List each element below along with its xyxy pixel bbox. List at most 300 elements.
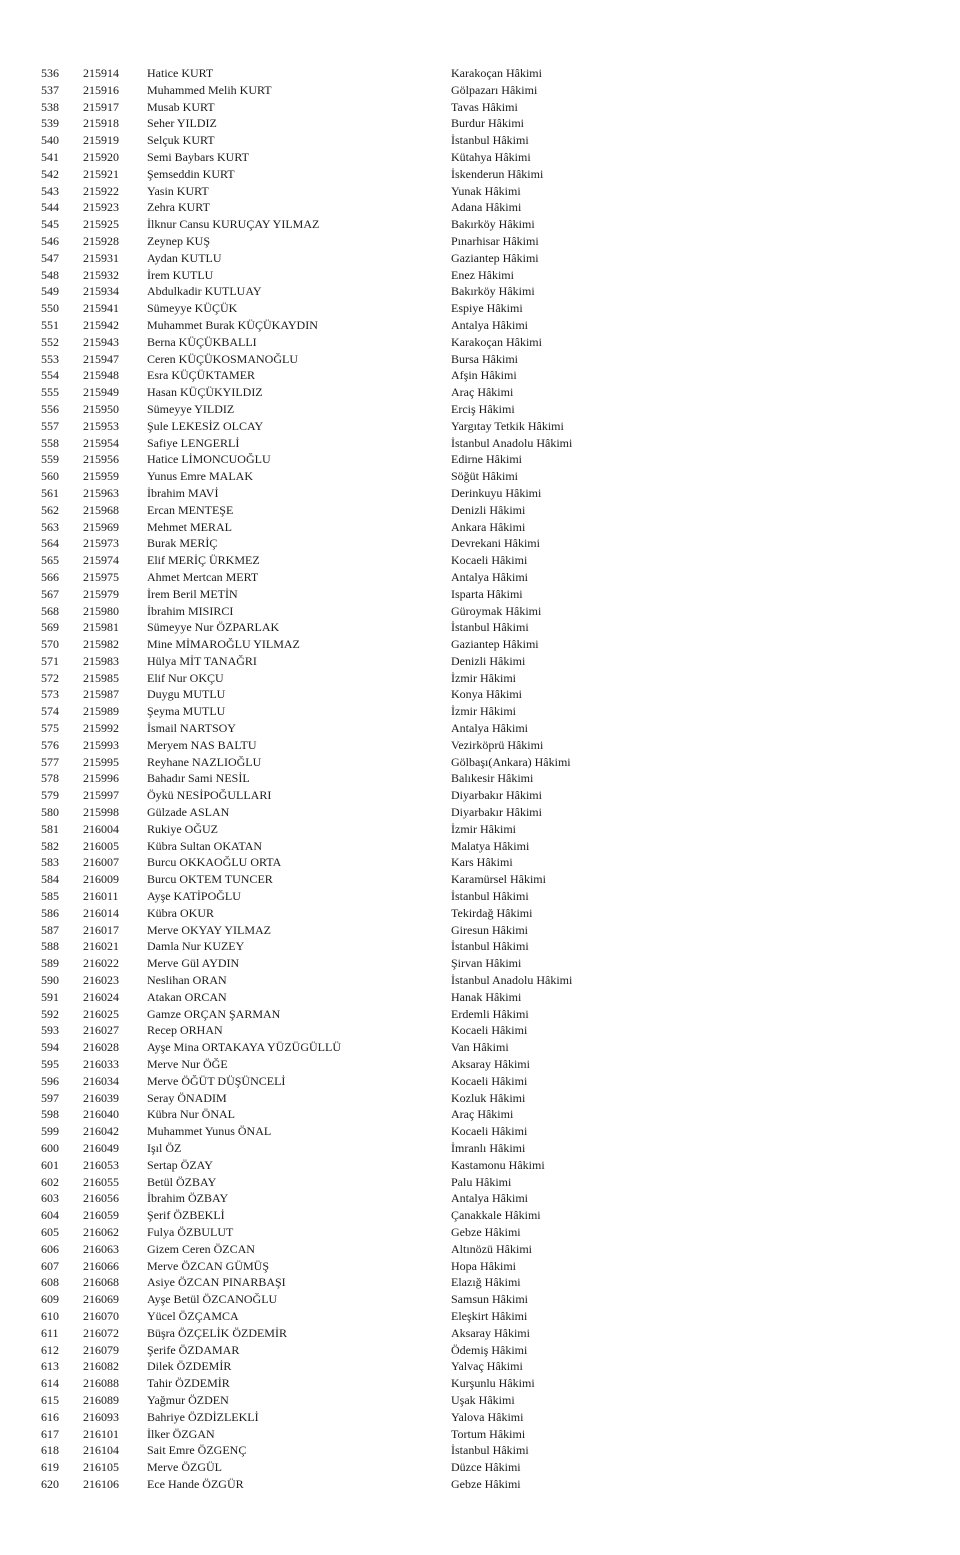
row-number: 561 xyxy=(41,485,59,500)
assignment-place: Kurşunlu Hâkimi xyxy=(451,1376,535,1391)
row-number: 546 xyxy=(41,233,59,248)
person-name: Semi Baybars KURT xyxy=(147,149,249,164)
person-name: İbrahim MISIRCI xyxy=(147,603,234,618)
table-row xyxy=(0,720,960,737)
registry-number: 216004 xyxy=(83,821,119,836)
registry-number: 215992 xyxy=(83,721,119,736)
table-row xyxy=(0,115,960,132)
person-name: Yunus Emre MALAK xyxy=(147,469,253,484)
registry-number: 215922 xyxy=(83,183,119,198)
registry-number: 215985 xyxy=(83,670,119,685)
person-name: Merve ÖZGÜL xyxy=(147,1460,222,1475)
person-name: Meryem NAS BALTU xyxy=(147,737,257,752)
registry-number: 216056 xyxy=(83,1191,119,1206)
assignment-place: Erciş Hâkimi xyxy=(451,401,515,416)
registry-number: 216023 xyxy=(83,973,119,988)
row-number: 596 xyxy=(41,1073,59,1088)
row-number: 538 xyxy=(41,99,59,114)
person-name: Ceren KÜÇÜKOSMANOĞLU xyxy=(147,351,298,366)
registry-number: 216034 xyxy=(83,1073,119,1088)
assignment-place: Tortum Hâkimi xyxy=(451,1426,526,1441)
table-row xyxy=(0,1459,960,1476)
row-number: 573 xyxy=(41,687,59,702)
table-row xyxy=(0,686,960,703)
row-number: 613 xyxy=(41,1359,59,1374)
row-number: 575 xyxy=(41,721,59,736)
person-name: Zeynep KUŞ xyxy=(147,233,210,248)
registry-number: 216063 xyxy=(83,1241,119,1256)
registry-number: 215995 xyxy=(83,754,119,769)
registry-number: 216033 xyxy=(83,1057,119,1072)
table-row xyxy=(0,334,960,351)
person-name: Dilek ÖZDEMİR xyxy=(147,1359,232,1374)
row-number: 564 xyxy=(41,536,59,551)
registry-number: 216025 xyxy=(83,1006,119,1021)
table-row xyxy=(0,1207,960,1224)
assignment-place: Aksaray Hâkimi xyxy=(451,1325,530,1340)
registry-number: 215950 xyxy=(83,401,119,416)
assignment-place: Samsun Hâkimi xyxy=(451,1292,528,1307)
person-name: Hülya MİT TANAĞRI xyxy=(147,653,257,668)
person-name: Kübra OKUR xyxy=(147,905,214,920)
table-row xyxy=(0,519,960,536)
person-name: İbrahim MAVİ xyxy=(147,485,219,500)
assignment-place: Kocaeli Hâkimi xyxy=(451,1124,528,1139)
table-row xyxy=(0,1241,960,1258)
assignment-place: Ödemiş Hâkimi xyxy=(451,1342,528,1357)
person-name: Sümeyye YILDIZ xyxy=(147,401,235,416)
row-number: 588 xyxy=(41,939,59,954)
assignment-place: Afşin Hâkimi xyxy=(451,368,517,383)
person-name: Ahmet Mertcan MERT xyxy=(147,569,259,584)
assignment-place: İmranlı Hâkimi xyxy=(451,1141,526,1155)
table-row xyxy=(0,183,960,200)
person-name: Hasan KÜÇÜKYILDIZ xyxy=(147,385,263,400)
row-number: 593 xyxy=(41,1023,59,1038)
registry-number: 215932 xyxy=(83,267,119,282)
assignment-place: Karakoçan Hâkimi xyxy=(451,66,542,80)
table-row xyxy=(0,922,960,939)
row-number: 595 xyxy=(41,1057,59,1072)
person-name: Mehmet MERAL xyxy=(147,519,232,534)
assignment-place: Diyarbakır Hâkimi xyxy=(451,805,542,820)
registry-number: 215980 xyxy=(83,603,119,618)
table-row xyxy=(0,468,960,485)
table-row xyxy=(0,267,960,284)
table-row xyxy=(0,871,960,888)
registry-number: 215975 xyxy=(83,569,119,584)
person-name: Zehra KURT xyxy=(147,200,210,215)
person-name: Ayşe Mina ORTAKAYA YÜZÜGÜLLÜ xyxy=(147,1040,341,1055)
table-row xyxy=(0,955,960,972)
assignment-place: Altınözü Hâkimi xyxy=(451,1241,532,1256)
person-name: Hatice KURT xyxy=(147,66,214,80)
assignment-place: Gebze Hâkimi xyxy=(451,1476,521,1491)
registry-number: 215916 xyxy=(83,82,119,97)
assignment-place: Yalova Hâkimi xyxy=(451,1409,524,1424)
person-name: Öykü NESİPOĞULLARI xyxy=(147,788,272,803)
assignment-place: Yunak Hâkimi xyxy=(451,183,521,198)
assignment-place: Antalya Hâkimi xyxy=(451,1191,528,1206)
person-name: Şeyma MUTLU xyxy=(147,704,226,719)
table-row xyxy=(0,905,960,922)
table-row xyxy=(0,636,960,653)
table-row xyxy=(0,670,960,687)
assignment-place: Denizli Hâkimi xyxy=(451,502,526,517)
registry-number: 216066 xyxy=(83,1258,119,1273)
person-name: İrem KUTLU xyxy=(147,267,214,282)
row-number: 584 xyxy=(41,872,59,887)
registry-number: 215968 xyxy=(83,502,119,517)
table-row xyxy=(0,367,960,384)
person-name: Elif Nur OKÇU xyxy=(147,670,224,685)
table-row xyxy=(0,821,960,838)
assignment-place: Derinkuyu Hâkimi xyxy=(451,485,542,500)
row-number: 544 xyxy=(41,200,59,215)
assignment-place: Van Hâkimi xyxy=(451,1040,509,1055)
row-number: 550 xyxy=(41,301,59,316)
registry-number: 215942 xyxy=(83,317,119,332)
registry-number: 216089 xyxy=(83,1392,119,1407)
person-name: Atakan ORCAN xyxy=(147,989,227,1004)
person-name: Seray ÖNADIM xyxy=(147,1090,227,1105)
person-name: Sertap ÖZAY xyxy=(147,1157,213,1172)
table-row xyxy=(0,586,960,603)
assignment-place: Espiye Hâkimi xyxy=(451,301,523,316)
registry-number: 216009 xyxy=(83,872,119,887)
person-name: Merve Gül AYDIN xyxy=(147,956,240,971)
registry-number: 215934 xyxy=(83,284,119,299)
registry-number: 215981 xyxy=(83,620,119,635)
table-row xyxy=(0,854,960,871)
row-number: 566 xyxy=(41,569,59,584)
person-name: Burcu OKKAOĞLU ORTA xyxy=(147,855,282,870)
assignment-place: Vezirköprü Hâkimi xyxy=(451,737,544,752)
person-name: Betül ÖZBAY xyxy=(147,1174,217,1189)
registry-number: 215998 xyxy=(83,805,119,820)
table-row xyxy=(0,1291,960,1308)
row-number: 540 xyxy=(41,133,59,148)
table-row xyxy=(0,1090,960,1107)
assignment-place: Çanakkale Hâkimi xyxy=(451,1208,541,1223)
table-row xyxy=(0,1039,960,1056)
registry-number: 215959 xyxy=(83,469,119,484)
table-row xyxy=(0,1106,960,1123)
assignment-place: Isparta Hâkimi xyxy=(451,586,523,601)
person-name: Burcu OKTEM TUNCER xyxy=(147,872,273,887)
table-row xyxy=(0,149,960,166)
table-row xyxy=(0,1258,960,1275)
assignment-place: Malatya Hâkimi xyxy=(451,838,530,853)
table-row xyxy=(0,1022,960,1039)
row-number: 536 xyxy=(41,66,59,80)
row-number: 598 xyxy=(41,1107,59,1122)
row-number: 574 xyxy=(41,704,59,719)
table-row xyxy=(0,300,960,317)
table-row xyxy=(0,989,960,1006)
registry-number: 215953 xyxy=(83,418,119,433)
assignment-place: Kocaeli Hâkimi xyxy=(451,1023,528,1038)
registry-number: 216011 xyxy=(83,889,119,904)
registry-number: 216028 xyxy=(83,1040,119,1055)
assignment-place: Yargıtay Tetkik Hâkimi xyxy=(451,418,564,433)
table-row xyxy=(0,435,960,452)
table-row xyxy=(0,1308,960,1325)
row-number: 565 xyxy=(41,553,59,568)
table-row xyxy=(0,250,960,267)
person-name: Bahadır Sami NESİL xyxy=(147,771,250,786)
row-number: 617 xyxy=(41,1426,59,1441)
assignment-place: Tavas Hâkimi xyxy=(451,99,518,114)
table-row xyxy=(0,99,960,116)
table-row xyxy=(0,804,960,821)
table-row xyxy=(0,317,960,334)
table-row xyxy=(0,1157,960,1174)
person-name: Bahriye ÖZDİZLEKLİ xyxy=(147,1409,259,1424)
row-number: 603 xyxy=(41,1191,59,1206)
registry-number: 215943 xyxy=(83,334,119,349)
registry-number: 215993 xyxy=(83,737,119,752)
row-number: 592 xyxy=(41,1006,59,1021)
assignment-place: Devrekani Hâkimi xyxy=(451,536,540,551)
table-row xyxy=(0,1006,960,1023)
table-row xyxy=(0,1476,960,1493)
assignment-place: Gölbaşı(Ankara) Hâkimi xyxy=(451,754,571,769)
person-name: Yücel ÖZÇAMCA xyxy=(147,1308,239,1323)
assignment-place: Kocaeli Hâkimi xyxy=(451,1073,528,1088)
row-number: 568 xyxy=(41,603,59,618)
registry-number: 215974 xyxy=(83,553,119,568)
registry-number: 215956 xyxy=(83,452,119,467)
row-number: 554 xyxy=(41,368,59,383)
row-number: 590 xyxy=(41,973,59,988)
person-name: Merve Nur ÖĞE xyxy=(147,1057,228,1072)
assignment-place: Burdur Hâkimi xyxy=(451,116,524,131)
table-row xyxy=(0,1123,960,1140)
row-number: 539 xyxy=(41,116,59,131)
person-name: Esra KÜÇÜKTAMER xyxy=(147,368,256,383)
person-name: Sait Emre ÖZGENÇ xyxy=(147,1443,247,1458)
registry-number: 216024 xyxy=(83,989,119,1004)
table-row xyxy=(0,451,960,468)
table-row xyxy=(0,552,960,569)
person-name: Ayşe KATİPOĞLU xyxy=(147,889,241,904)
assignment-place: Kozluk Hâkimi xyxy=(451,1090,526,1105)
registry-number: 216053 xyxy=(83,1157,119,1172)
registry-number: 215923 xyxy=(83,200,119,215)
registry-number: 216022 xyxy=(83,956,119,971)
assignment-place: Kütahya Hâkimi xyxy=(451,149,531,164)
row-number: 591 xyxy=(41,989,59,1004)
table-row xyxy=(0,1224,960,1241)
assignment-place: Bursa Hâkimi xyxy=(451,351,518,366)
registry-number: 215918 xyxy=(83,116,119,131)
registry-number: 216021 xyxy=(83,939,119,954)
row-number: 577 xyxy=(41,754,59,769)
assignment-place: Konya Hâkimi xyxy=(451,687,522,702)
table-row xyxy=(0,132,960,149)
person-name: Gülzade ASLAN xyxy=(147,805,230,820)
assignment-place: Gaziantep Hâkimi xyxy=(451,637,539,652)
assignment-place: Güroymak Hâkimi xyxy=(451,603,542,618)
registry-number: 216042 xyxy=(83,1124,119,1139)
row-number: 567 xyxy=(41,586,59,601)
row-number: 541 xyxy=(41,149,59,164)
table-row xyxy=(0,1140,960,1157)
assignment-place: Uşak Hâkimi xyxy=(451,1392,515,1407)
person-name: Selçuk KURT xyxy=(147,133,215,148)
registry-number: 215925 xyxy=(83,217,119,232)
person-name: Reyhane NAZLIOĞLU xyxy=(147,754,262,769)
row-number: 583 xyxy=(41,855,59,870)
registry-number: 216068 xyxy=(83,1275,119,1290)
row-number: 597 xyxy=(41,1090,59,1105)
row-number: 569 xyxy=(41,620,59,635)
registry-number: 215921 xyxy=(83,166,119,181)
registry-number: 216049 xyxy=(83,1141,119,1155)
row-number: 562 xyxy=(41,502,59,517)
assignment-place: Diyarbakır Hâkimi xyxy=(451,788,542,803)
table-row xyxy=(0,838,960,855)
assignment-place: Adana Hâkimi xyxy=(451,200,522,215)
person-name: Duygu MUTLU xyxy=(147,687,226,702)
table-row xyxy=(0,1392,960,1409)
registry-number: 216082 xyxy=(83,1359,119,1374)
person-name: Ayşe Betül ÖZCANOĞLU xyxy=(147,1292,278,1307)
assignment-place: Enez Hâkimi xyxy=(451,267,514,282)
registry-number: 215919 xyxy=(83,133,119,148)
assignment-place: Edirne Hâkimi xyxy=(451,452,522,467)
registry-number: 215917 xyxy=(83,99,119,114)
registry-number: 216070 xyxy=(83,1308,119,1323)
registry-number: 216101 xyxy=(83,1426,119,1441)
row-number: 599 xyxy=(41,1124,59,1139)
assignment-place: Antalya Hâkimi xyxy=(451,569,528,584)
row-number: 611 xyxy=(41,1325,59,1340)
table-row xyxy=(0,216,960,233)
table-row xyxy=(0,1442,960,1459)
person-name: Şule LEKESİZ OLCAY xyxy=(147,418,264,433)
table-row xyxy=(0,787,960,804)
person-name: Fulya ÖZBULUT xyxy=(147,1224,234,1239)
person-name: İlknur Cansu KURUÇAY YILMAZ xyxy=(147,217,320,232)
row-number: 614 xyxy=(41,1376,59,1391)
table-row xyxy=(0,703,960,720)
registry-number: 215947 xyxy=(83,351,119,366)
assignment-place: İskenderun Hâkimi xyxy=(451,166,544,181)
registry-number: 215948 xyxy=(83,368,119,383)
row-number: 607 xyxy=(41,1258,59,1273)
registry-number: 215969 xyxy=(83,519,119,534)
table-row xyxy=(0,569,960,586)
row-number: 548 xyxy=(41,267,59,282)
person-name: İlker ÖZGAN xyxy=(147,1426,215,1441)
registry-number: 215987 xyxy=(83,687,119,702)
person-name: Burak MERİÇ xyxy=(147,536,218,551)
registry-number: 215982 xyxy=(83,637,119,652)
assignment-place: İstanbul Hâkimi xyxy=(451,889,529,904)
row-number: 580 xyxy=(41,805,59,820)
assignment-place: Araç Hâkimi xyxy=(451,385,514,400)
assignment-place: Tekirdağ Hâkimi xyxy=(451,905,533,920)
table-row xyxy=(0,770,960,787)
registry-number: 215949 xyxy=(83,385,119,400)
assignment-place: Eleşkirt Hâkimi xyxy=(451,1308,528,1323)
registry-number: 215914 xyxy=(83,66,119,80)
assignment-place: Söğüt Hâkimi xyxy=(451,469,519,484)
registry-number: 216093 xyxy=(83,1409,119,1424)
registry-number: 216040 xyxy=(83,1107,119,1122)
table-row xyxy=(0,1342,960,1359)
table-row xyxy=(0,603,960,620)
registry-number: 216059 xyxy=(83,1208,119,1223)
person-name: Şerif ÖZBEKLİ xyxy=(147,1208,225,1223)
row-number: 616 xyxy=(41,1409,59,1424)
person-name: Muhammed Melih KURT xyxy=(147,82,272,97)
row-number: 582 xyxy=(41,838,59,853)
row-number: 608 xyxy=(41,1275,59,1290)
row-number: 552 xyxy=(41,334,59,349)
table-row xyxy=(0,1409,960,1426)
assignment-place: Giresun Hâkimi xyxy=(451,922,528,937)
table-row xyxy=(0,1358,960,1375)
row-number: 570 xyxy=(41,637,59,652)
row-number: 606 xyxy=(41,1241,59,1256)
person-name: Gizem Ceren ÖZCAN xyxy=(147,1241,255,1256)
person-name: Gamze ORÇAN ŞARMAN xyxy=(147,1006,281,1021)
registry-number: 216104 xyxy=(83,1443,119,1458)
assignment-place: Şirvan Hâkimi xyxy=(451,956,522,971)
assignment-place: Araç Hâkimi xyxy=(451,1107,514,1122)
registry-number: 215996 xyxy=(83,771,119,786)
registry-number: 216069 xyxy=(83,1292,119,1307)
registry-number: 215973 xyxy=(83,536,119,551)
person-name: Abdulkadir KUTLUAY xyxy=(147,284,262,299)
table-row xyxy=(0,233,960,250)
assignment-place: Karakoçan Hâkimi xyxy=(451,334,542,349)
person-name: Büşra ÖZÇELİK ÖZDEMİR xyxy=(147,1325,287,1340)
registry-number: 215983 xyxy=(83,653,119,668)
table-row xyxy=(0,737,960,754)
table-row xyxy=(0,754,960,771)
assignment-place: Aksaray Hâkimi xyxy=(451,1057,530,1072)
assignment-place: Denizli Hâkimi xyxy=(451,653,526,668)
assignment-place: Antalya Hâkimi xyxy=(451,317,528,332)
assignment-place: İstanbul Hâkimi xyxy=(451,939,529,954)
row-number: 609 xyxy=(41,1292,59,1307)
row-number: 585 xyxy=(41,889,59,904)
person-name: Kübra Sultan OKATAN xyxy=(147,838,263,853)
person-name: İsmail NARTSOY xyxy=(147,721,236,736)
registry-number: 216072 xyxy=(83,1325,119,1340)
table-row xyxy=(0,401,960,418)
row-number: 571 xyxy=(41,653,59,668)
assignment-place: Ankara Hâkimi xyxy=(451,519,526,534)
person-name: Rukiye OĞUZ xyxy=(147,821,218,836)
table-row xyxy=(0,418,960,435)
row-number: 601 xyxy=(41,1157,59,1172)
registry-number: 215931 xyxy=(83,250,119,265)
registry-number: 215954 xyxy=(83,435,119,450)
person-name: Berna KÜÇÜKBALLI xyxy=(147,334,257,349)
row-number: 549 xyxy=(41,284,59,299)
assignment-place: İzmir Hâkimi xyxy=(451,704,516,719)
assignment-place: İstanbul Anadolu Hâkimi xyxy=(451,973,573,988)
assignment-place: Kars Hâkimi xyxy=(451,855,513,870)
registry-number: 215979 xyxy=(83,586,119,601)
registry-number: 215963 xyxy=(83,485,119,500)
row-number: 555 xyxy=(41,385,59,400)
